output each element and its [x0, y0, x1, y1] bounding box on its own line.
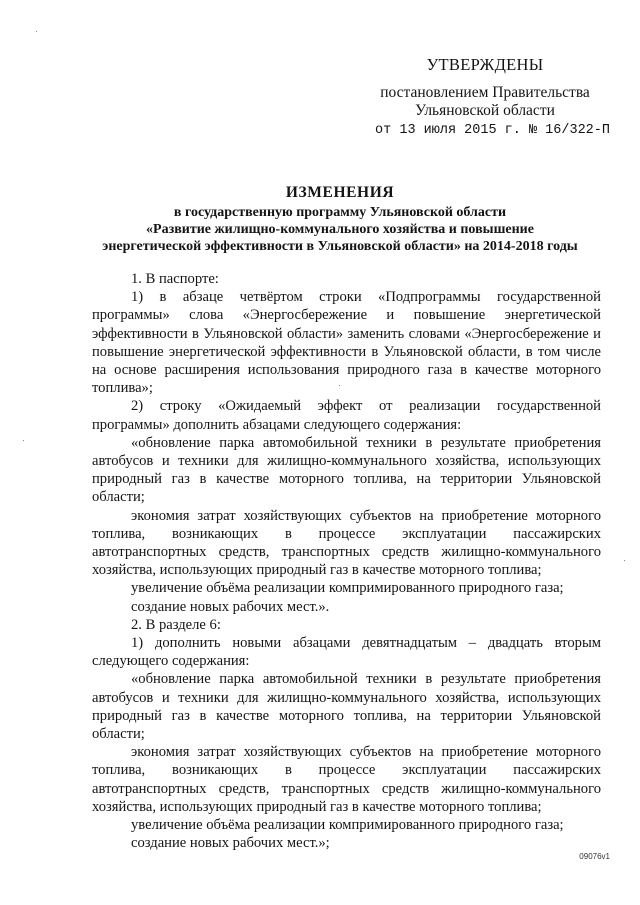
paragraph-section-6: 2. В разделе 6:: [131, 616, 221, 633]
scan-speck: [36, 31, 37, 32]
scan-speck: [624, 560, 625, 561]
document-title: ИЗМЕНЕНИЯ: [285, 184, 395, 201]
approval-issuer: постановлением Правительства: [380, 84, 590, 101]
document-code: 09076v1: [579, 852, 610, 861]
scan-speck: [339, 385, 340, 386]
paragraph-s6-quote-renewal: «обновление парка автомобильной техники в результате приобретения автобусов и техники для жилищно-коммунального хозяйства, использующих природный газ в качестве моторного топлива, на территории Ульяновской области;: [92, 671, 601, 743]
paragraph-s6-quote-jobs: создание новых рабочих мест.»;: [131, 835, 330, 852]
paragraph-quote-economy: экономия затрат хозяйствующих субъектов на приобретение моторного топлива, возникающих в процессе эксплуатации пассажирских автотранспортных средств, транспортных средств жилищно-коммунального хозяйства, использующих природный газ в качестве моторного топлива;: [92, 507, 601, 579]
scan-speck: [23, 440, 24, 441]
paragraph-passport: 1. В паспорте:: [131, 271, 219, 287]
paragraph-quote-volume: увеличение объёма реализации компримированного природного газа;: [131, 580, 564, 597]
paragraph-s6-quote-volume: увеличение объёма реализации компримированного природного газа;: [131, 817, 564, 834]
approval-title: УТВЕРЖДЕНЫ: [426, 55, 544, 74]
document-subtitle-line3: энергетической эффективности в Ульяновской области» на 2014-2018 годы: [102, 239, 578, 254]
paragraph-item-1: 1) в абзаце четвёртом строки «Подпрограммы государственной программы» слова «Энергосбережение и повышение энергетической эффективности в Ульяновской области» заменить словами «Энергосбережение и повышение энергетической эффективности в Ульяновской области, в том числе на основе расширения использования природного газа в качестве моторного топлива»;: [92, 289, 601, 397]
paragraph-item-2: 2) строку «Ожидаемый эффект от реализации государственной программы» дополнить абзацами следующего содержания:: [92, 398, 601, 433]
paragraph-quote-renewal: «обновление парка автомобильной техники в результате приобретения автобусов и техники для жилищно-коммунального хозяйства, использующих природный газ в качестве моторного топлива, на территории Ульяновской области;: [92, 434, 601, 506]
document-subtitle-line2: «Развитие жилищно-коммунального хозяйства и повышение: [146, 222, 534, 237]
approval-region: Ульяновской области: [415, 102, 555, 119]
document-subtitle-line1: в государственную программу Ульяновской области: [173, 205, 507, 220]
paragraph-section-6-item-1: 1) дополнить новыми абзацами девятнадцатым – двадцать вторым следующего содержания:: [92, 635, 601, 670]
paragraph-quote-jobs: создание новых рабочих мест.».: [131, 598, 330, 615]
approval-date: от 13 июля 2015 г. № 16/322-П: [375, 123, 610, 138]
paragraph-s6-quote-economy: экономия затрат хозяйствующих субъектов на приобретение моторного топлива, возникающих в процессе эксплуатации пассажирских автотранспортных средств, транспортных средств жилищно-коммунального хозяйства, использующих природный газ в качестве моторного топлива;: [92, 744, 601, 815]
document-body: [92, 270, 601, 853]
